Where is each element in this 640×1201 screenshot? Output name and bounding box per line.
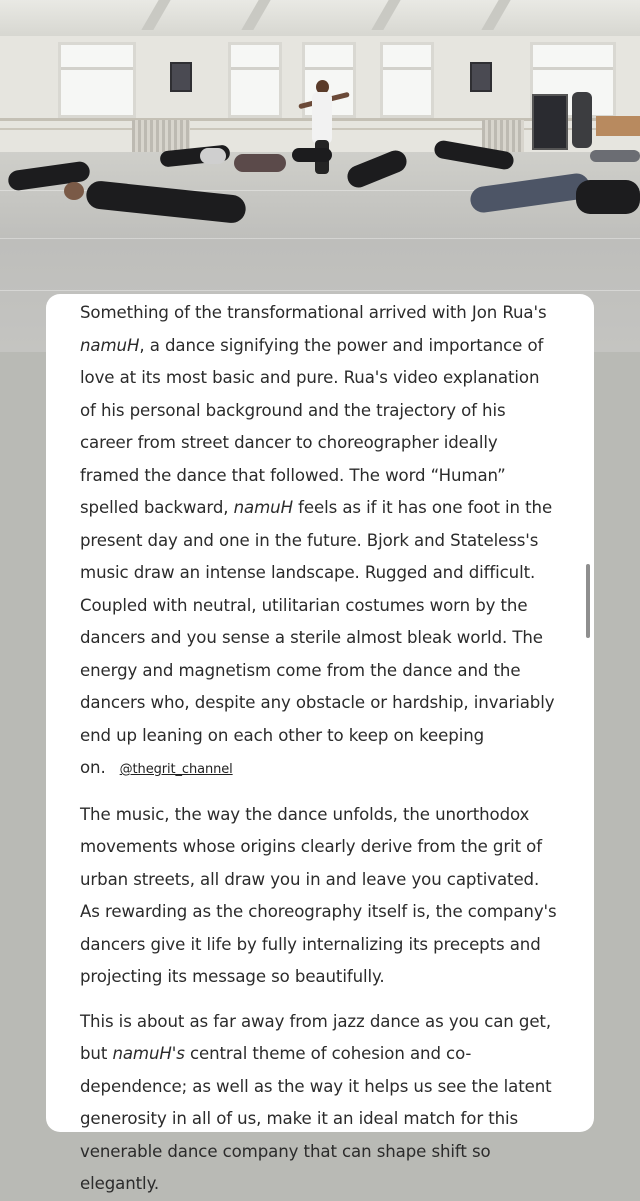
lying-dancer [200,148,226,164]
radiator [132,120,190,152]
lying-dancer [590,150,640,162]
article-paragraph-3 [80,1006,558,1201]
standing-dancer [312,92,332,144]
lying-dancer [234,154,286,172]
wall-poster [170,62,192,92]
channel-handle-link[interactable]: @thegrit_channel [119,762,233,777]
wall-poster [470,62,492,92]
scrollbar-thumb[interactable] [586,564,590,638]
studio-ceiling [0,0,640,38]
paragraph-text: , a dance signifying the power and importance of love at its most basic and pure. Rua's video explanation of his personal background and the trajectory of his career from street dancer to choreographer ideally framed the dance that followed. The word “Human” spelled backward, [80,335,544,517]
work-title: namuH's [112,1044,185,1063]
article-paragraph-2: The music, the way the dance unfolds, the unorthodox movements whose origins clearly derive from the grit of urban streets, all draw you in and leave you captivated. As rewarding as the choreography itself is, the company's dancers give it life by fully internalizing its precepts and projecting its message so beautifully. [80,804,557,986]
floor-board [0,238,640,239]
paragraph-text: central theme of cohesion and co-dependence; as well as the way it helps us see the latent generosity in all of us, make it an ideal match for this venerable dance company that can shape shift so elegantly. [80,1044,552,1193]
lying-dancer [576,180,640,214]
table [596,116,640,136]
dancer-head [64,182,84,200]
lying-dancer [292,148,332,162]
floor-board [0,290,640,291]
av-cart [532,94,568,150]
article-paragraph-1 [80,294,558,787]
paragraph-text: Something of the transformational arrived with Jon Rua's [80,303,547,322]
radiator [482,120,524,152]
work-title: namuH [233,498,293,517]
article-card [46,294,594,1193]
studio-window [228,42,282,118]
studio-window [58,42,136,118]
work-title: namuH [80,335,140,355]
studio-window [380,42,434,118]
paragraph-text: feels as if it has one foot in the present day and one in the future. Bjork and Stateless's music draw an intense landscape. Rugged and difficult. Coupled with neutral, utilitarian costumes worn by the dancers and you sense a sterile almost bleak world. The energy and magnetism come from the dance and the dancers who, despite any obstacle or hardship, invariably end up leaning on each other to keep on keeping on. [80,498,555,777]
bystander [572,92,592,148]
paragraph-text: This is about as far away from jazz dance as you can get, but [80,1011,552,1063]
